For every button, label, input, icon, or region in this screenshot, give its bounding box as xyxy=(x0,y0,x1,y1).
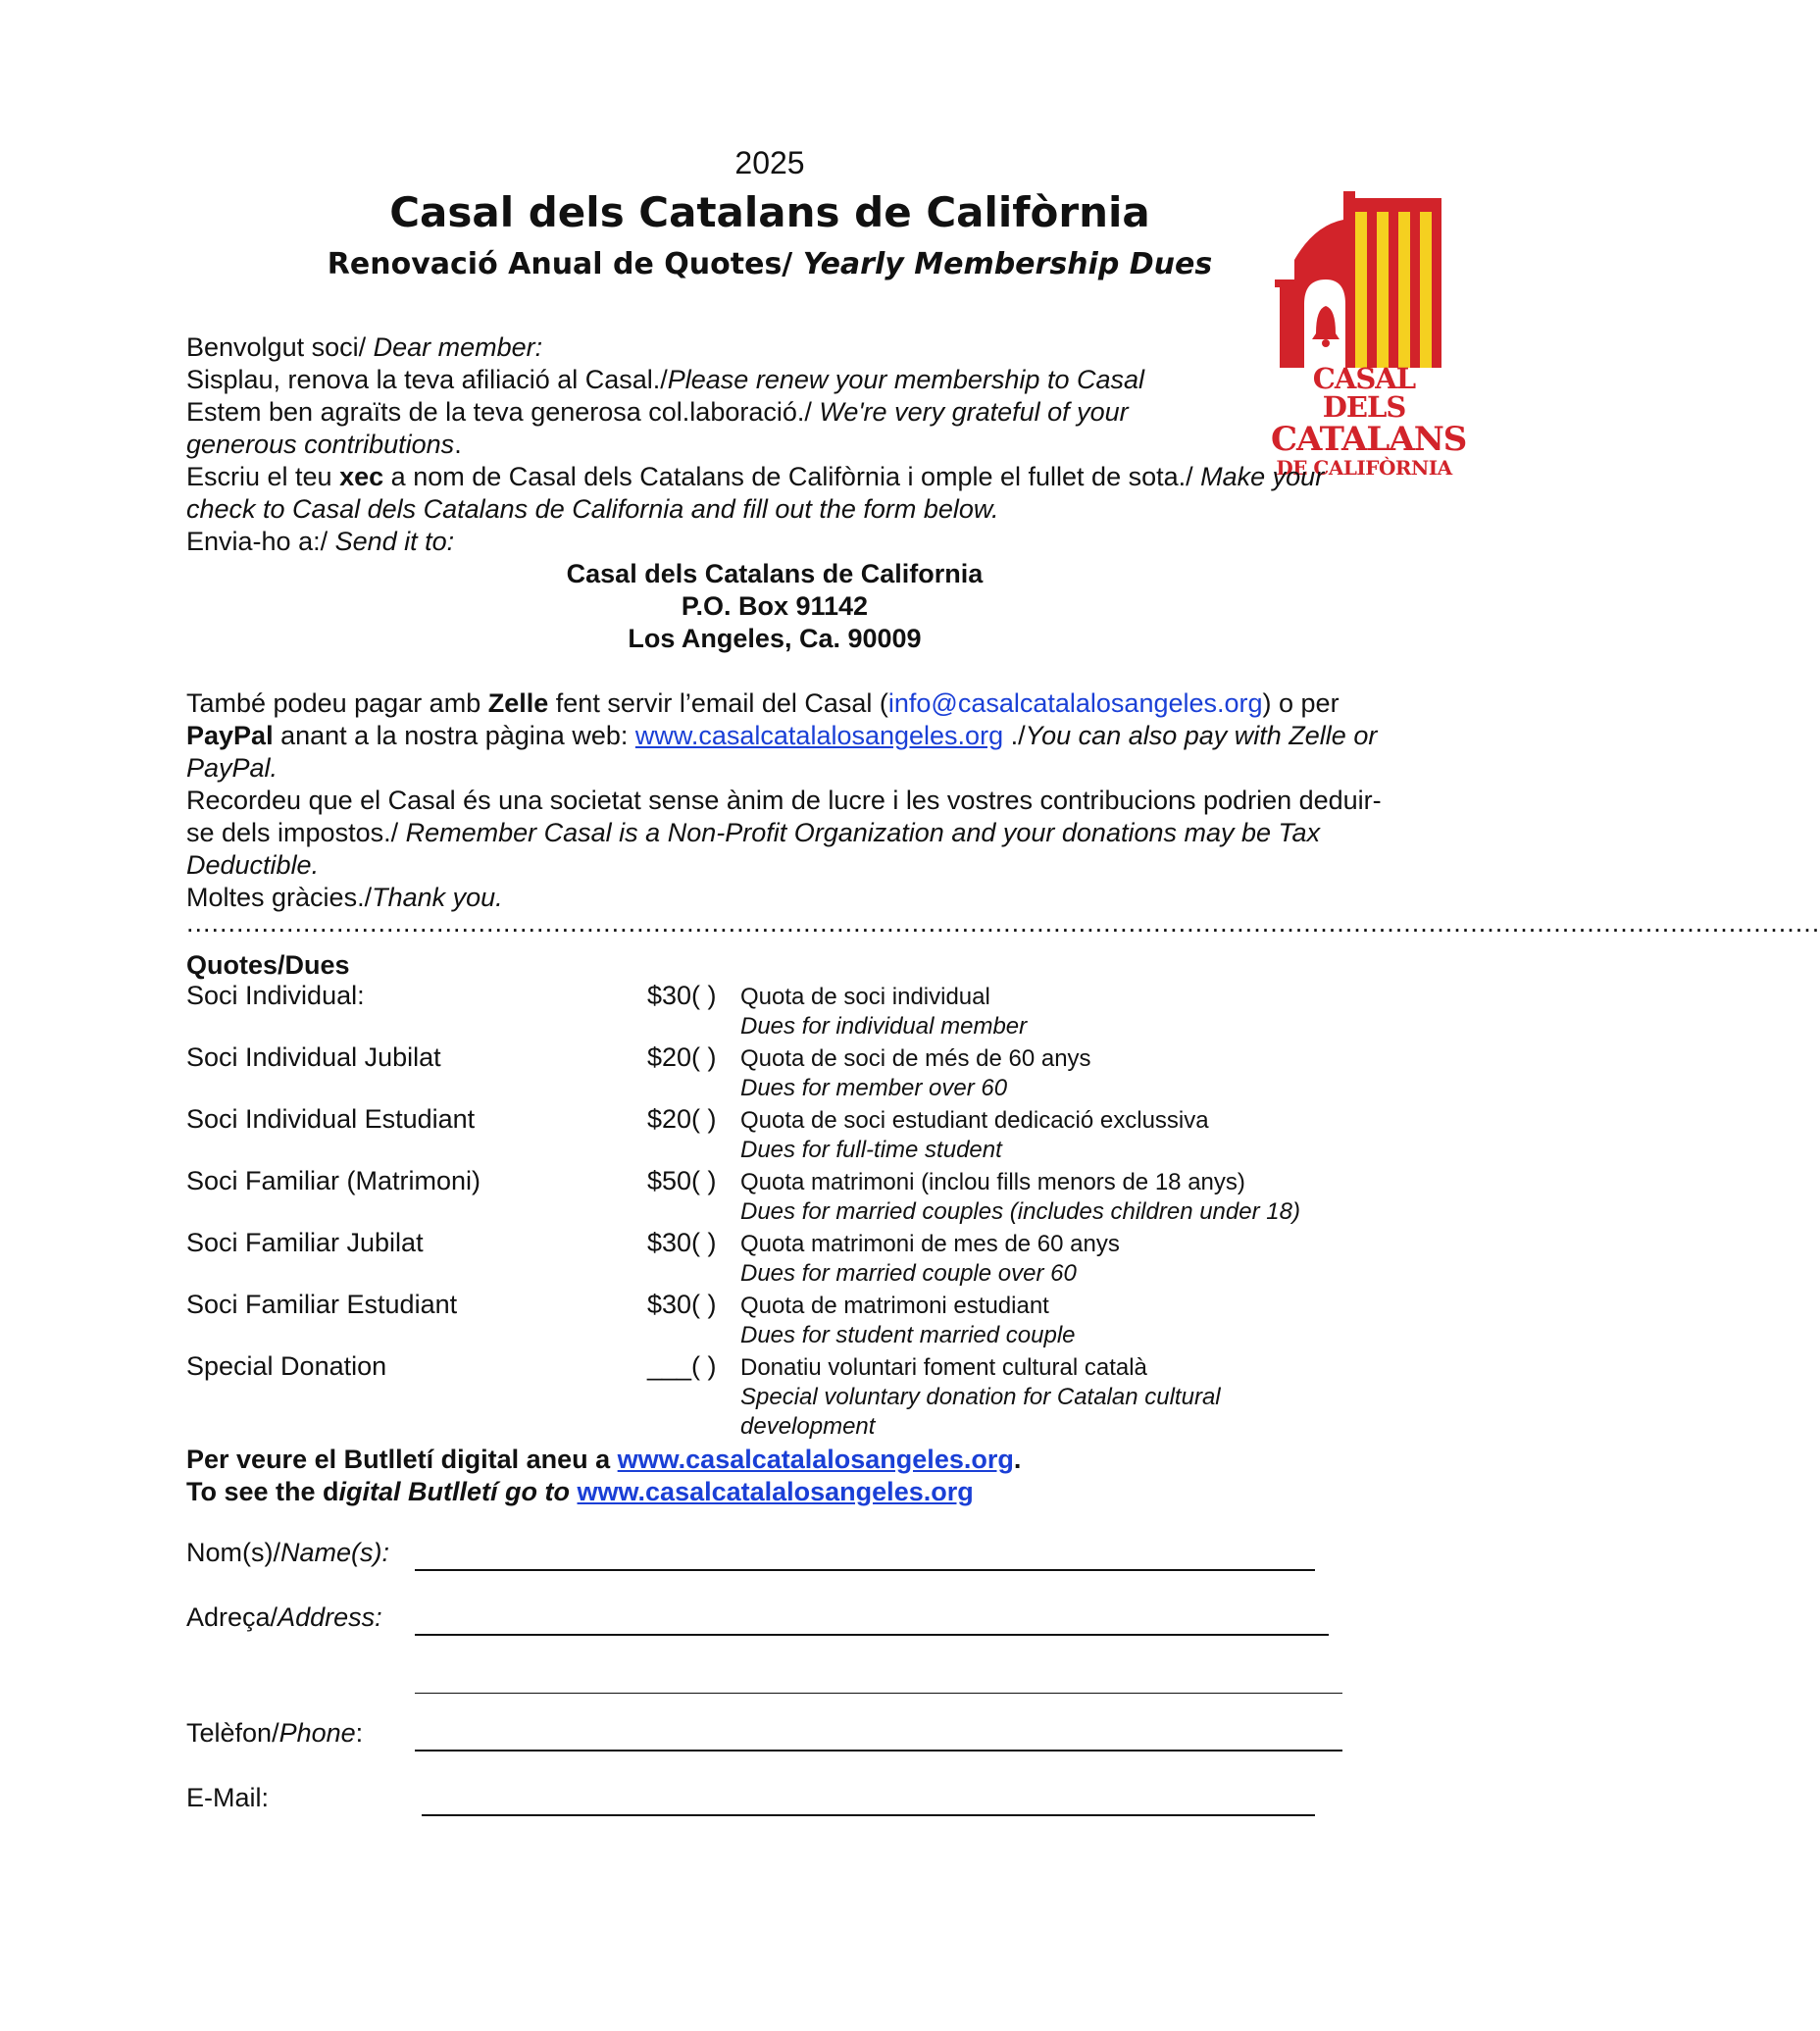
closing-ca: Moltes gràcies./ xyxy=(186,883,373,912)
thanks-ca: Estem ben agraïts de la teva generosa col.laboració./ xyxy=(186,397,812,427)
butlleti-link-ca[interactable]: www.casalcatalalosangeles.org xyxy=(617,1445,1014,1474)
butlleti-link-en[interactable]: www.casalcatalalosangeles.org xyxy=(577,1477,974,1506)
greeting-ca: Benvolgut soci/ xyxy=(186,332,367,362)
butlleti-en-2: igital Butlletí go to xyxy=(338,1477,571,1506)
address-field-line-2[interactable] xyxy=(415,1693,1342,1694)
dues-row-name: Special Donation xyxy=(186,1351,387,1381)
pay-en: You can also pay with Zelle or PayPal. xyxy=(186,721,1378,783)
mailing-address xyxy=(186,558,1363,655)
dues-row xyxy=(186,1166,1461,1228)
website-link[interactable]: www.casalcatalalosangeles.org xyxy=(634,721,1004,750)
dues-heading: Quotes/Dues xyxy=(186,950,350,980)
butlleti-notice xyxy=(186,1444,1021,1508)
thanks-text xyxy=(186,396,1191,461)
dues-row-price-checkbox[interactable]: $30( ) xyxy=(647,1290,717,1319)
greeting-en: Dear member xyxy=(373,332,535,362)
dues-row-price-checkbox[interactable]: ___( ) xyxy=(647,1351,717,1381)
dues-row-name: Soci Individual Jubilat xyxy=(186,1042,441,1072)
zelle-label: Zelle xyxy=(487,688,549,718)
dues-row xyxy=(186,1290,1461,1351)
name-label xyxy=(186,1538,389,1568)
dues-row-name: Soci Familiar Estudiant xyxy=(186,1290,458,1319)
desc-ca: Quota de soci estudiant dedicació exclussiva xyxy=(740,1107,1209,1134)
butlleti-ca-text: Per veure el Butlletí digital aneu a xyxy=(186,1445,611,1474)
renew-ca: Sisplau, renova la teva afiliació al Casal./ xyxy=(186,365,668,394)
greeting-colon: : xyxy=(534,332,543,362)
pay-text-2: fent servir l’email del Casal ( xyxy=(555,688,888,718)
logo-line-3: DE CALIFÒRNIA xyxy=(1276,456,1452,480)
renew-text xyxy=(186,364,1402,396)
desc-ca: Quota matrimoni de mes de 60 anys xyxy=(740,1231,1120,1257)
desc-en: Special voluntary donation for Catalan cultural development xyxy=(740,1384,1221,1440)
phone-label xyxy=(186,1718,363,1749)
dues-row-price-checkbox[interactable]: $20( ) xyxy=(647,1104,717,1134)
dues-row-price-checkbox[interactable]: $20( ) xyxy=(647,1042,717,1072)
dues-table xyxy=(186,949,1461,1440)
logo-line-1: CASAL DELS xyxy=(1312,362,1416,424)
dues-row xyxy=(186,1351,1461,1440)
dues-row xyxy=(186,1042,1461,1104)
address-label-en: Address: xyxy=(278,1602,382,1632)
letter-body xyxy=(186,331,1820,938)
check-ca-1: Escriu el teu xyxy=(186,462,332,491)
desc-ca: Quota matrimoni (inclou fills menors de 18 anys) xyxy=(740,1169,1245,1195)
send-to xyxy=(186,526,1402,558)
subtitle-ca: Renovació Anual de Quotes/ xyxy=(327,247,793,281)
year: 2025 xyxy=(734,145,805,180)
desc-en: Dues for married couple over 60 xyxy=(740,1260,1077,1287)
dues-row xyxy=(186,981,1461,1042)
email-field[interactable] xyxy=(422,1814,1315,1816)
casal-email-link[interactable]: info@casalcatalalosangeles.org xyxy=(887,688,1263,718)
butlleti-ca-end: . xyxy=(1013,1445,1022,1474)
dues-row-desc xyxy=(740,1106,1368,1165)
check-en: Make your check to Casal dels Catalans de California and fill out the form below. xyxy=(186,462,1325,524)
pay-text-4: anant a la nostra pàgina web: xyxy=(280,721,629,750)
pay-text-3: ) o per xyxy=(1262,688,1340,718)
dues-row-name: Soci Individual: xyxy=(186,981,365,1010)
desc-en: Dues for individual member xyxy=(740,1013,1028,1040)
org-title: Casal dels Catalans de Califòrnia xyxy=(389,188,1150,236)
dues-row xyxy=(186,1104,1461,1166)
greeting xyxy=(186,331,1402,364)
paypal-label: PayPal xyxy=(186,721,274,750)
desc-ca: Quota de matrimoni estudiant xyxy=(740,1293,1049,1319)
name-label-en: Name(s): xyxy=(280,1538,390,1567)
phone-label-en: Phone xyxy=(278,1718,356,1748)
dues-row-desc xyxy=(740,1230,1368,1289)
desc-en: Dues for student married couple xyxy=(740,1322,1076,1348)
desc-ca: Quota de soci individual xyxy=(740,984,990,1010)
check-bold: xec xyxy=(339,462,384,491)
butlleti-en-1: To see the d xyxy=(186,1477,339,1506)
desc-en: Dues for full-time student xyxy=(740,1137,1002,1163)
dues-row-price-checkbox[interactable]: $50( ) xyxy=(647,1166,717,1195)
payment-text xyxy=(186,687,1383,785)
phone-label-ca: Telèfon/ xyxy=(186,1718,279,1748)
dues-row-desc xyxy=(740,1292,1368,1350)
desc-ca: Donatiu voluntari foment cultural català xyxy=(740,1354,1147,1381)
phone-field[interactable] xyxy=(415,1750,1342,1752)
dues-row-name: Soci Individual Estudiant xyxy=(186,1104,476,1134)
dues-row-desc xyxy=(740,1044,1368,1103)
check-instructions xyxy=(186,461,1348,526)
email-label: E-Mail: xyxy=(186,1783,270,1812)
send-ca: Envia-ho a:/ xyxy=(186,527,329,556)
pay-text-1: També podeu pagar amb xyxy=(186,688,481,718)
subtitle-en: Yearly Membership Dues xyxy=(802,247,1213,281)
address-line-3: Los Angeles, Ca. 90009 xyxy=(628,624,922,653)
logo-line-2: CATALANS xyxy=(1271,420,1467,459)
thanks-end: . xyxy=(454,430,462,459)
check-ca-2: a nom de Casal dels Catalans de Califòrnia i omple el fullet de sota./ xyxy=(390,462,1193,491)
desc-ca: Quota de soci de més de 60 anys xyxy=(740,1045,1091,1072)
closing-en: Thank you. xyxy=(372,883,503,912)
dues-row-desc xyxy=(740,983,1368,1041)
dues-row-name: Soci Familiar (Matrimoni) xyxy=(186,1166,481,1195)
address-label xyxy=(186,1602,382,1633)
dues-row xyxy=(186,1228,1461,1290)
address-line-1: Casal dels Catalans de California xyxy=(566,559,984,588)
address-field-line-1[interactable] xyxy=(415,1634,1329,1636)
dues-row-desc xyxy=(740,1353,1289,1442)
dotted-separator: .................................................................................................................................................................................................... xyxy=(186,908,1820,938)
address-label-ca: Adreça/ xyxy=(186,1602,278,1632)
butlleti-ca xyxy=(186,1444,1021,1476)
renew-en: Please renew your membership to Casal xyxy=(667,365,1144,394)
address-line-2: P.O. Box 91142 xyxy=(681,591,869,621)
desc-en: Dues for member over 60 xyxy=(740,1075,1008,1101)
thanks-en: We're very grateful of your generous contributions xyxy=(186,397,1129,459)
tax-text xyxy=(186,785,1383,882)
dues-row-name: Soci Familiar Jubilat xyxy=(186,1228,424,1257)
pay-text-5: ./ xyxy=(1010,721,1026,750)
name-field[interactable] xyxy=(415,1569,1315,1571)
send-en: Send it to: xyxy=(334,527,455,556)
butlleti-en xyxy=(186,1476,1021,1508)
dues-row-price-checkbox[interactable]: $30( ) xyxy=(647,981,717,1010)
desc-en: Dues for married couples (includes children under 18) xyxy=(740,1198,1300,1225)
phone-label-colon: : xyxy=(355,1718,364,1748)
tax-ca: Recordeu que el Casal és una societat sense ànim de lucre i les vostres contribucions podrien deduir-se dels impostos./ xyxy=(186,786,1382,847)
name-label-ca: Nom(s)/ xyxy=(186,1538,280,1567)
tax-en: Remember Casal is a Non-Profit Organization and your donations may be Tax Deductible. xyxy=(186,818,1321,880)
dues-row-price-checkbox[interactable]: $30( ) xyxy=(647,1228,717,1257)
dues-row-desc xyxy=(740,1168,1368,1227)
